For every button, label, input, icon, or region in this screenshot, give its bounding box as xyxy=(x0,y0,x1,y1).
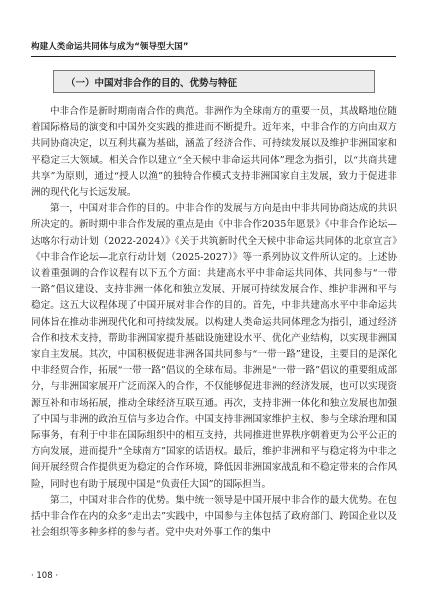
section-title: （一）中国对非合作的目的、优势与特征 xyxy=(66,78,238,89)
section-heading-box xyxy=(53,70,375,93)
paragraph-purpose: 第一，中国对非合作的目的。中非合作的发展与方向是由中非共同协商达成的共识所决定的。新时期中非合作发展的重点是由《中非合作2035年愿景》《中非合作论坛—达喀尔行动计划（2022-2024）》《关于共筑新时代全天候中非命运共同体的北京宣言》《中非合作论坛—北京行动计划（2025-2027）》等一系列协议文件所认定的。上述协议着重强调的合作议程有以下五个方面：共建高水平中非命运共同体、共同参与“一带一路”倡议建设、支持非洲一体化和独立发展、开展可持续发展合作、维护非洲和平与稳定。这五大议程体现了中国开展对非合作的目的。首先，中非共建高水平中非命运共同体旨在推动非洲现代化和可持续发展。以构建人类命运共同体理念为指引，通过经济合作和技术支持，帮助非洲国家提升基础设施建设水平、优化产业结构，以实现非洲国家自主发展。其次，中国积极促进非洲各国共同参与“一带一路”建设，主要目的是深化中非经贸合作，拓展“一带一路”倡议的全球布局。非洲是“一带一路”倡议的重要组成部分，与非洲国家展开广泛而深入的合作，不仅能够促进非洲的经济发展，也可以实现资源互补和市场拓展，推动全球经济互联互通。再次，支持非洲一体化和独立发展也加强了中国与非洲的政治互信与多边合作。中国支持非洲国家维护主权、参与全球治理和国际事务，有利于中非在国际组织中的相互支持，共同推进世界秩序朝着更为公平公正的方向发展，进而提升“全球南方”国家的话语权。最后，维护非洲和平与稳定将为中非之间开展经贸合作提供更为稳定的合作环境，降低因非洲国家战乱和不稳定带来的合作风险，同时也有助于展现中国是“负责任大国”的国际担当。 xyxy=(31,203,397,490)
page-number: · 108 · xyxy=(31,571,59,581)
running-header: 构建人类命运共同体与成为“领导型大国” xyxy=(31,40,396,57)
paragraph-advantage: 第二，中国对非合作的优势。集中统一领导是中国开展中非合作的最大优势。在包括中非合作在内的众多“走出去”实践中，中国参与主体包括了政府部门、跨国企业以及社会组织等多种多样的参与者。党中央对外事工作的集中 xyxy=(31,494,397,539)
paragraph-intro: 中非合作是新时期南南合作的典范。非洲作为全球南方的重要一员，其战略地位随着国际格局的演变和中国外交实践的推进而不断提升。近年来，中非合作的方向由双方共同协商决定，以互利共赢为基础，涵盖了经济合作、可持续发展以及维护非洲国家和平稳定三大领域。相关合作以建立“全天候中非命运共同体”理念为指引，以“共商共建共享”为原则，通过“授人以渔”的独特合作模式支持非洲国家自主发展，致力于促进非洲的现代化与长远发展。 xyxy=(31,106,397,199)
body-text xyxy=(31,104,397,541)
